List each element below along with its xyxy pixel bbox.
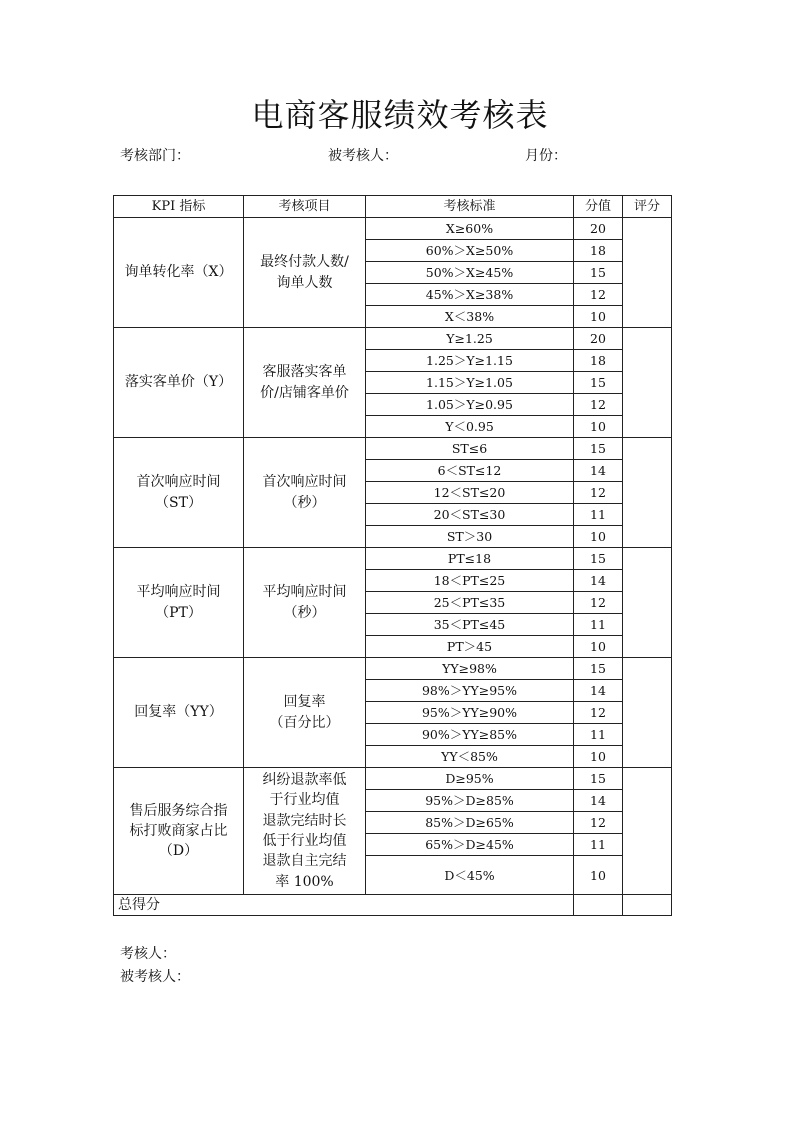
standard-cell: X＜38% [366,306,574,328]
standard-cell: 1.05＞Y≥0.95 [366,394,574,416]
standard-cell: Y＜0.95 [366,416,574,438]
standard-cell: 35＜PT≤45 [366,614,574,636]
score-value-cell: 10 [574,856,623,895]
kpi-name-cell: 首次响应时间 （ST） [114,438,244,548]
score-value-cell: 14 [574,460,623,482]
standard-cell: 45%＞X≥38% [366,284,574,306]
standard-cell: 1.25＞Y≥1.15 [366,350,574,372]
standard-cell: Y≥1.25 [366,328,574,350]
header-standard: 考核标准 [366,196,574,218]
standard-cell: 18＜PT≤25 [366,570,574,592]
score-value-cell: 11 [574,834,623,856]
standard-cell: 12＜ST≤20 [366,482,574,504]
standard-cell: ST≤6 [366,438,574,460]
standard-cell: 65%＞D≥45% [366,834,574,856]
score-value-cell: 18 [574,350,623,372]
reviewee-signature-label: 被考核人： [120,969,190,985]
score-value-cell: 10 [574,416,623,438]
rating-input-cell[interactable] [623,218,672,328]
total-row [114,895,672,916]
score-value-cell: 12 [574,394,623,416]
score-value-cell: 10 [574,636,623,658]
reviewer-signature-label: 考核人： [120,946,176,962]
score-value-cell: 12 [574,812,623,834]
table-row [114,328,672,350]
score-value-cell: 20 [574,328,623,350]
standard-cell: 98%＞YY≥95% [366,680,574,702]
assessment-item-cell: 最终付款人数/ 询单人数 [244,218,366,328]
kpi-table-body [114,218,672,895]
score-value-cell: 11 [574,614,623,636]
standard-cell: D＜45% [366,856,574,895]
kpi-name-cell: 询单转化率（X） [114,218,244,328]
score-value-cell: 11 [574,504,623,526]
header-kpi: KPI 指标 [114,196,244,218]
table-row [114,768,672,790]
total-score-label: 总得分 [114,895,574,916]
standard-cell: 60%＞X≥50% [366,240,574,262]
score-value-cell: 10 [574,746,623,768]
rating-input-cell[interactable] [623,768,672,895]
standard-cell: 25＜PT≤35 [366,592,574,614]
score-value-cell: 14 [574,570,623,592]
standard-cell: YY＜85% [366,746,574,768]
rating-input-cell[interactable] [623,328,672,438]
score-value-cell: 14 [574,790,623,812]
month-label: 月份： [525,148,567,164]
standard-cell: 6＜ST≤12 [366,460,574,482]
score-value-cell: 15 [574,768,623,790]
standard-cell: 20＜ST≤30 [366,504,574,526]
kpi-table [113,195,672,916]
assessment-item-cell: 回复率 （百分比） [244,658,366,768]
score-value-cell: 18 [574,240,623,262]
standard-cell: D≥95% [366,768,574,790]
standard-cell: 95%＞YY≥90% [366,702,574,724]
assessment-item-cell: 纠纷退款率低 于行业均值 退款完结时长 低于行业均值 退款自主完结 率 100% [244,768,366,895]
score-value-cell: 14 [574,680,623,702]
standard-cell: 95%＞D≥85% [366,790,574,812]
assessment-item-cell: 首次响应时间 （秒） [244,438,366,548]
table-row [114,218,672,240]
standard-cell: X≥60% [366,218,574,240]
header-item: 考核项目 [244,196,366,218]
score-value-cell: 15 [574,438,623,460]
kpi-name-cell: 回复率（YY） [114,658,244,768]
rating-input-cell[interactable] [623,658,672,768]
assessment-item-cell: 平均响应时间 （秒） [244,548,366,658]
table-row [114,438,672,460]
total-rating-cell[interactable] [623,895,672,916]
standard-cell: PT＞45 [366,636,574,658]
standard-cell: YY≥98% [366,658,574,680]
kpi-name-cell: 平均响应时间 （PT） [114,548,244,658]
total-score-value [574,895,623,916]
score-value-cell: 15 [574,658,623,680]
standard-cell: PT≤18 [366,548,574,570]
score-value-cell: 12 [574,482,623,504]
rating-input-cell[interactable] [623,438,672,548]
score-value-cell: 12 [574,592,623,614]
rating-input-cell[interactable] [623,548,672,658]
standard-cell: ST＞30 [366,526,574,548]
table-row [114,658,672,680]
score-value-cell: 11 [574,724,623,746]
kpi-name-cell: 落实客单价（Y） [114,328,244,438]
score-value-cell: 12 [574,702,623,724]
score-value-cell: 20 [574,218,623,240]
table-header-row [114,196,672,218]
standard-cell: 50%＞X≥45% [366,262,574,284]
page-title: 电商客服绩效考核表 [251,96,549,134]
reviewee-label: 被考核人： [328,148,398,164]
header-rating: 评分 [623,196,672,218]
assessment-item-cell: 客服落实客单 价/店铺客单价 [244,328,366,438]
standard-cell: 1.15＞Y≥1.05 [366,372,574,394]
standard-cell: 85%＞D≥65% [366,812,574,834]
score-value-cell: 15 [574,548,623,570]
score-value-cell: 10 [574,526,623,548]
header-score: 分值 [574,196,623,218]
kpi-name-cell: 售后服务综合指 标打败商家占比 （D） [114,768,244,895]
table-row [114,548,672,570]
standard-cell: 90%＞YY≥85% [366,724,574,746]
score-value-cell: 15 [574,372,623,394]
score-value-cell: 10 [574,306,623,328]
score-value-cell: 15 [574,262,623,284]
score-value-cell: 12 [574,284,623,306]
department-label: 考核部门： [120,148,190,164]
